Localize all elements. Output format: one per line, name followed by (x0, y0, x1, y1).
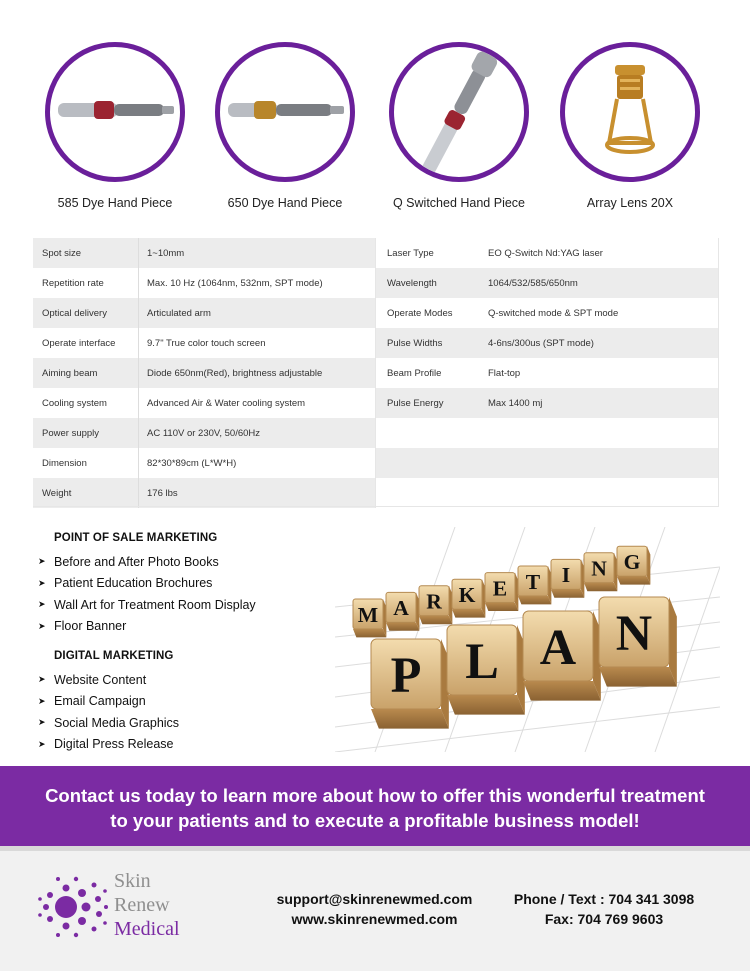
digital-marketing-title: DIGITAL MARKETING (54, 650, 174, 662)
contact-phone (493, 889, 715, 929)
list-item (38, 616, 338, 638)
spec-value: Advanced Air & Water cooling system (147, 397, 306, 409)
plan-block-1 (447, 625, 525, 715)
list-item-label: Website Content (54, 672, 147, 687)
spec-value: Max. 10 Hz (1064nm, 532nm, SPT mode) (147, 277, 323, 289)
spec-value: 4-6ns/300us (SPT mode) (488, 337, 594, 349)
email-link[interactable]: support@skinrenewmed.com (276, 891, 473, 907)
banner-line-1: Contact us today to learn more about how to offer this wonderful treatment (45, 785, 705, 806)
spec-value: Diode 650nm(Red), brightness adjustable (147, 367, 323, 379)
spec-value: EO Q-Switch Nd:YAG laser (488, 247, 603, 259)
marketing-letter: I (561, 563, 571, 588)
table-row (33, 268, 375, 298)
list-item (38, 551, 338, 573)
arrow-bullet-icon: ➤ (38, 620, 46, 631)
spec-table-right (375, 238, 719, 508)
spec-key: Dimension (33, 448, 139, 478)
spec-value: Q-switched mode & SPT mode (488, 307, 619, 319)
product-q-switched (384, 42, 534, 210)
spec-key: Wavelength (387, 277, 437, 289)
spec-key: Repetition rate (33, 268, 139, 298)
digital-marketing-list (38, 669, 338, 755)
marketing-letter: N (591, 556, 607, 581)
marketing-block-4 (485, 573, 518, 611)
logo-line-medical: Medical (114, 918, 180, 940)
spec-value: 9.7" True color touch screen (147, 337, 266, 349)
table-row (33, 298, 375, 328)
spec-value: 82*30*89cm (L*W*H) (147, 457, 237, 469)
spec-table-left (33, 238, 375, 508)
marketing-block-2 (419, 586, 452, 624)
list-item (38, 573, 338, 595)
plan-block-3 (599, 597, 677, 687)
footer (0, 846, 750, 971)
list-item-label: Before and After Photo Books (54, 554, 219, 569)
arrow-bullet-icon: ➤ (38, 556, 46, 567)
spec-key: Optical delivery (33, 298, 139, 328)
spec-value: AC 110V or 230V, 50/60Hz (147, 427, 261, 439)
point-of-sale-list (38, 551, 338, 637)
marketing-letter: A (393, 596, 409, 621)
list-item-label: Wall Art for Treatment Room Display (54, 597, 256, 612)
arrow-bullet-icon: ➤ (38, 738, 46, 749)
table-row (375, 298, 719, 328)
spec-key: Operate interface (33, 328, 139, 358)
spec-key: Pulse Energy (387, 397, 444, 409)
marketing-lists (38, 532, 338, 755)
spec-value: 176 lbs (147, 487, 178, 499)
product-image-q-switched (389, 42, 529, 182)
marketing-block-3 (452, 579, 485, 617)
plan-letter: L (465, 633, 499, 690)
list-item (38, 734, 338, 756)
list-item-label: Patient Education Brochures (54, 576, 213, 591)
spec-value: Max 1400 mj (488, 397, 543, 409)
fax-number: Fax: 704 769 9603 (544, 911, 664, 927)
spec-key: Weight (33, 478, 139, 508)
table-row (375, 448, 719, 478)
product-image-650-dye (215, 42, 355, 182)
spec-key: Beam Profile (387, 367, 442, 379)
banner-line-2: to your patients and to execute a profitable business model! (110, 810, 640, 831)
product-650-dye (210, 42, 360, 210)
list-item (38, 594, 338, 616)
plan-letter: N (615, 605, 653, 662)
logo-line-renew: Renew (114, 894, 170, 916)
spec-value: 1~10mm (147, 247, 185, 259)
list-item-label: Floor Banner (54, 619, 127, 634)
arrow-bullet-icon: ➤ (38, 599, 46, 610)
table-row (375, 418, 719, 448)
table-row (375, 358, 719, 388)
product-585-dye (40, 42, 190, 210)
marketing-letter: R (426, 589, 442, 614)
spec-value: Articulated arm (147, 307, 211, 319)
logo-line-skin: Skin (114, 870, 151, 892)
marketing-block-1 (386, 592, 419, 630)
marketing-block-7 (584, 553, 617, 591)
product-label: Q Switched Hand Piece (392, 196, 525, 210)
spec-key: Spot size (33, 238, 139, 268)
plan-letter: P (390, 647, 422, 704)
table-row (33, 418, 375, 448)
spec-table (33, 238, 719, 507)
list-item (38, 669, 338, 691)
spec-key: Laser Type (387, 247, 434, 259)
list-item (38, 691, 338, 713)
marketing-block-5 (518, 566, 551, 604)
company-logo (114, 869, 180, 941)
table-row (33, 448, 375, 478)
product-image-array-lens (560, 42, 700, 182)
product-image-585-dye (45, 42, 185, 182)
arrow-bullet-icon: ➤ (38, 577, 46, 588)
plan-block-0 (371, 639, 449, 729)
product-label: 650 Dye Hand Piece (227, 196, 343, 210)
list-item-label: Digital Press Release (54, 737, 174, 752)
arrow-bullet-icon: ➤ (38, 717, 46, 728)
table-row (375, 328, 719, 358)
contact-online (262, 889, 487, 929)
table-row (375, 478, 719, 508)
product-label: 585 Dye Hand Piece (57, 196, 173, 210)
marketing-letter: K (458, 583, 476, 607)
spec-key: Aiming beam (33, 358, 139, 388)
logo-dots-icon (36, 871, 108, 943)
table-row (33, 388, 375, 418)
product-array-lens (555, 42, 705, 210)
table-row (375, 238, 719, 268)
marketing-letter: G (623, 550, 641, 574)
spec-key: Pulse Widths (387, 337, 443, 349)
spec-value: 1064/532/585/650nm (488, 277, 578, 289)
marketing-block-0 (353, 599, 386, 637)
spec-key: Operate Modes (387, 307, 453, 319)
list-item-label: Email Campaign (54, 694, 146, 709)
arrow-bullet-icon: ➤ (38, 695, 46, 706)
marketing-plan-illustration (335, 527, 720, 752)
spec-key: Power supply (33, 418, 139, 448)
table-row (33, 358, 375, 388)
table-row (33, 238, 375, 268)
arrow-bullet-icon: ➤ (38, 674, 46, 685)
spec-key: Cooling system (33, 388, 139, 418)
list-item (38, 712, 338, 734)
spec-value: Flat-top (488, 367, 521, 379)
product-label: Array Lens 20X (586, 196, 674, 210)
marketing-block-6 (551, 559, 584, 597)
list-item-label: Social Media Graphics (54, 715, 180, 730)
website-link[interactable]: www.skinrenewmed.com (291, 911, 458, 927)
marketing-block-8 (617, 546, 650, 584)
marketing-letter: E (492, 576, 508, 601)
table-row (33, 478, 375, 508)
product-row (0, 42, 750, 222)
marketing-letter: M (357, 602, 379, 627)
table-row (33, 328, 375, 358)
contact-banner (0, 766, 750, 846)
point-of-sale-title: POINT OF SALE MARKETING (54, 532, 218, 544)
table-row (375, 388, 719, 418)
plan-block-2 (523, 611, 601, 701)
table-row (375, 268, 719, 298)
phone-number: Phone / Text : 704 341 3098 (513, 891, 695, 907)
marketing-letter: T (525, 569, 541, 594)
plan-letter: A (539, 619, 577, 676)
